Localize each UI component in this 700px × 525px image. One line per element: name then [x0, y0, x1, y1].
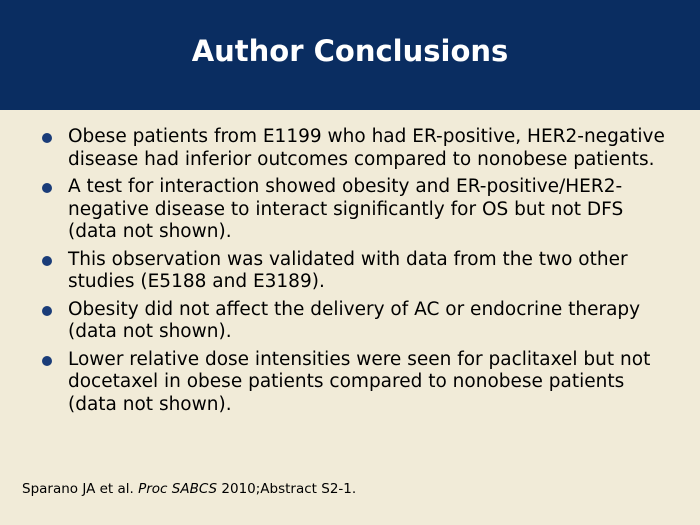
bullet-item [42, 299, 672, 344]
citation-journal: Proc SABCS [138, 481, 218, 497]
bullet-dot-icon [42, 133, 52, 143]
bullet-item [42, 176, 672, 244]
bullet-item [42, 126, 672, 171]
bullet-dot-icon [42, 183, 52, 193]
title-banner [0, 0, 700, 110]
bullet-text: This observation was validated with data from the two other studies (E5188 and E3189). [68, 248, 628, 292]
bullet-dot-icon [42, 256, 52, 266]
slide-title: Author Conclusions [191, 34, 509, 68]
bullet-dot-icon [42, 306, 52, 316]
bullet-text: Lower relative dose intensities were seen for paclitaxel but not docetaxel in obese patients compared to nonobese patients (data not shown). [68, 348, 651, 415]
citation-details: 2010;Abstract S2-1. [217, 481, 357, 497]
conclusions-list [42, 126, 672, 421]
bullet-text: A test for interaction showed obesity and ER-positive/HER2-negative disease to interact significantly for OS but not DFS (data not shown). [68, 176, 624, 242]
bullet-item [42, 249, 672, 294]
bullet-item [42, 349, 672, 417]
citation [22, 480, 356, 498]
bullet-text: Obesity did not affect the delivery of AC or endocrine therapy (data not shown). [68, 298, 641, 342]
bullet-text: Obese patients from E1199 who had ER-positive, HER2-negative disease had inferior outcomes compared to nonobese patients. [68, 126, 665, 170]
bullet-dot-icon [42, 356, 52, 366]
citation-authors: Sparano JA et al. [22, 481, 139, 497]
